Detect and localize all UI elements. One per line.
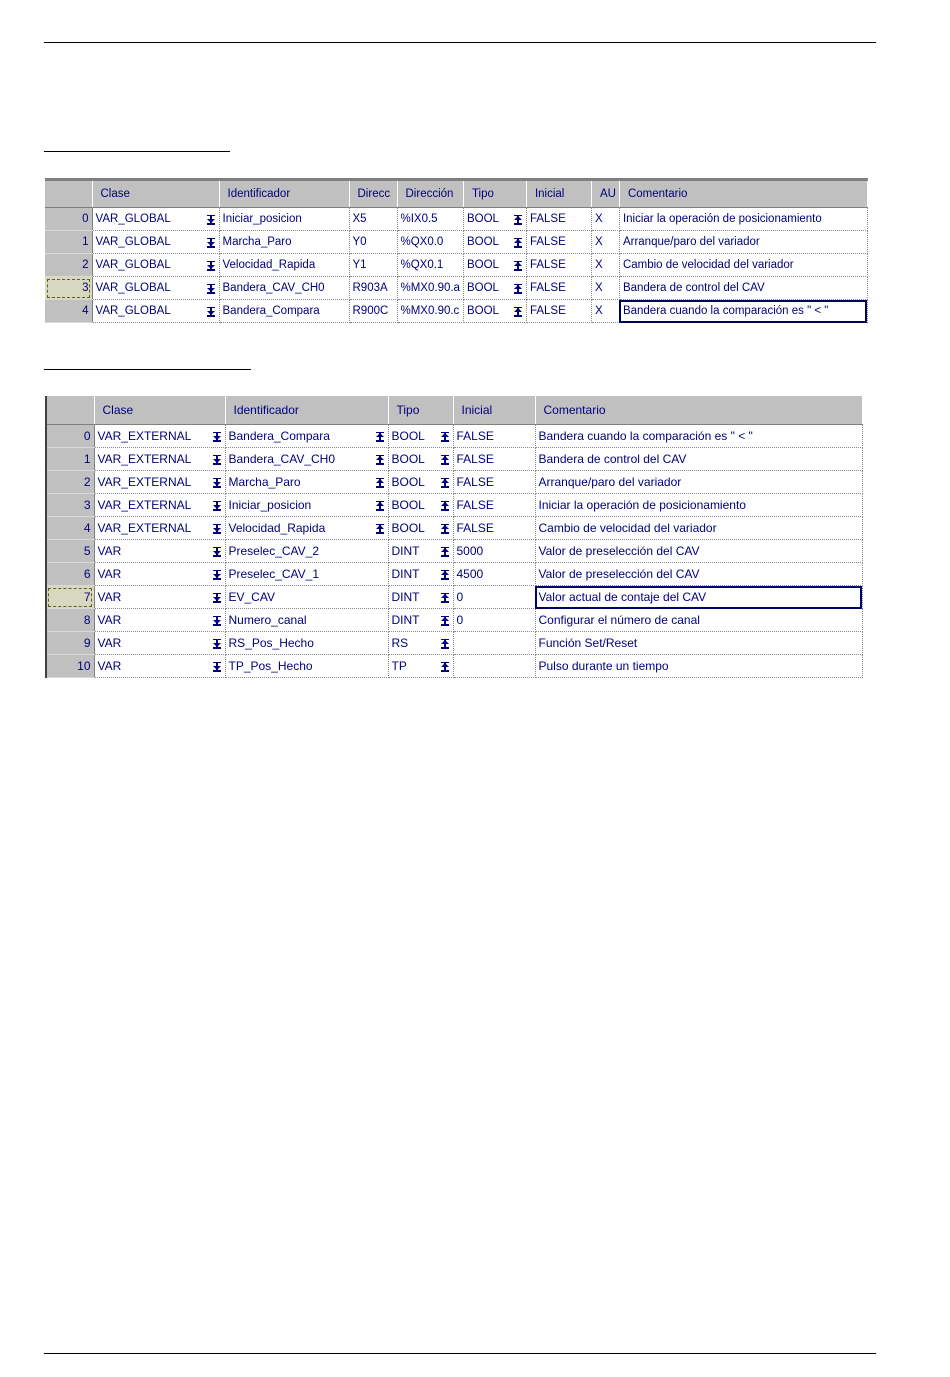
- inicial-cell[interactable]: FALSE: [453, 517, 535, 540]
- local-table-header-row: [46, 396, 862, 425]
- class-dropdown-icon[interactable]: [212, 477, 222, 488]
- au-cell[interactable]: X: [591, 208, 619, 231]
- direcc-cell[interactable]: Y0: [349, 231, 397, 254]
- type-dropdown-icon[interactable]: [513, 260, 523, 271]
- identificador-cell-value: Velocidad_Rapida: [228, 521, 326, 535]
- clase-cell-value: VAR_EXTERNAL: [97, 498, 192, 512]
- type-dropdown-icon[interactable]: [440, 615, 450, 626]
- clase-cell[interactable]: [94, 494, 225, 517]
- inicial-cell[interactable]: 4500: [453, 563, 535, 586]
- table-row[interactable]: [46, 563, 862, 586]
- tipo-cell-value: BOOL: [391, 498, 425, 512]
- identifier-dropdown-icon[interactable]: [375, 500, 385, 511]
- identificador-cell[interactable]: [225, 655, 388, 678]
- tipo-cell[interactable]: [388, 540, 453, 563]
- header-tipo[interactable]: Tipo: [463, 180, 526, 208]
- inicial-cell[interactable]: FALSE: [526, 254, 591, 277]
- header-direcc[interactable]: Direcc: [349, 180, 397, 208]
- clase-cell-value: VAR: [97, 544, 122, 558]
- clase-cell-value: VAR_EXTERNAL: [97, 429, 192, 443]
- clase-cell-value: VAR_EXTERNAL: [97, 475, 192, 489]
- type-dropdown-icon[interactable]: [513, 237, 523, 248]
- class-dropdown-icon[interactable]: [212, 523, 222, 534]
- comentario-cell[interactable]: Cambio de velocidad del variador: [535, 517, 862, 540]
- tipo-cell-value: BOOL: [466, 282, 499, 294]
- au-cell[interactable]: X: [591, 277, 619, 300]
- tipo-cell[interactable]: [463, 231, 526, 254]
- type-dropdown-icon[interactable]: [440, 454, 450, 465]
- row-number[interactable]: 4: [46, 517, 94, 540]
- clase-cell-value: VAR_GLOBAL: [95, 236, 171, 248]
- clase-cell-value: VAR_GLOBAL: [95, 305, 171, 317]
- identificador-cell[interactable]: Iniciar_posicion: [219, 208, 349, 231]
- identificador-cell[interactable]: Bandera_CAV_CH0: [219, 277, 349, 300]
- comentario-cell[interactable]: Valor de preselección del CAV: [535, 563, 862, 586]
- inicial-cell[interactable]: FALSE: [526, 300, 591, 323]
- table-row[interactable]: [45, 231, 867, 254]
- table-row[interactable]: [46, 632, 862, 655]
- inicial-cell[interactable]: FALSE: [453, 494, 535, 517]
- clase-cell-value: VAR_GLOBAL: [95, 213, 171, 225]
- identificador-cell[interactable]: Marcha_Paro: [219, 231, 349, 254]
- local-variables-table: [45, 396, 863, 678]
- top-rule: [44, 42, 876, 43]
- identificador-cell-value: Bandera_CAV_CH0: [228, 452, 336, 466]
- header-row-number: [46, 396, 94, 425]
- table-row[interactable]: [46, 586, 862, 609]
- row-number[interactable]: 0: [46, 425, 94, 448]
- header-comentario[interactable]: Comentario: [619, 180, 867, 208]
- comentario-cell[interactable]: Cambio de velocidad del variador: [619, 254, 867, 277]
- au-cell[interactable]: X: [591, 300, 619, 323]
- identifier-dropdown-icon[interactable]: [375, 477, 385, 488]
- table-row[interactable]: [46, 494, 862, 517]
- class-dropdown-icon[interactable]: [212, 638, 222, 649]
- comentario-cell[interactable]: Bandera de control del CAV: [535, 448, 862, 471]
- table-row[interactable]: [46, 425, 862, 448]
- section-heading-underline-1: [44, 151, 230, 152]
- type-dropdown-icon[interactable]: [440, 546, 450, 557]
- header-tipo[interactable]: Tipo: [388, 396, 453, 425]
- clase-cell-value: VAR: [97, 590, 122, 604]
- clase-cell-value: VAR_EXTERNAL: [97, 521, 192, 535]
- clase-cell[interactable]: [92, 277, 219, 300]
- identifier-dropdown-icon[interactable]: [375, 454, 385, 465]
- identificador-cell[interactable]: [225, 425, 388, 448]
- class-dropdown-icon[interactable]: [206, 283, 216, 294]
- inicial-cell[interactable]: FALSE: [453, 471, 535, 494]
- direccion-cell[interactable]: %MX0.90.a: [397, 277, 463, 300]
- au-cell[interactable]: X: [591, 231, 619, 254]
- inicial-cell[interactable]: FALSE: [526, 277, 591, 300]
- comentario-cell[interactable]: Bandera de control del CAV: [619, 277, 867, 300]
- tipo-cell-value: DINT: [391, 613, 420, 627]
- row-number[interactable]: 10: [46, 655, 94, 678]
- direccion-cell[interactable]: %QX0.0: [397, 231, 463, 254]
- clase-cell-value: VAR: [97, 636, 122, 650]
- table-row[interactable]: [46, 448, 862, 471]
- clase-cell[interactable]: [94, 425, 225, 448]
- comentario-cell[interactable]: Bandera cuando la comparación es " < ": [619, 300, 867, 323]
- table-row[interactable]: [46, 540, 862, 563]
- class-dropdown-icon[interactable]: [212, 546, 222, 557]
- global-variables-table: [45, 178, 868, 323]
- comentario-cell[interactable]: Valor de preselección del CAV: [535, 540, 862, 563]
- bottom-rule: [44, 1353, 876, 1354]
- identificador-cell-value: Bandera_Compara: [228, 429, 330, 443]
- identificador-cell-value: Numero_canal: [228, 613, 307, 627]
- type-dropdown-icon[interactable]: [440, 500, 450, 511]
- header-clase[interactable]: Clase: [94, 396, 225, 425]
- type-dropdown-icon[interactable]: [513, 306, 523, 317]
- header-clase[interactable]: Clase: [92, 180, 219, 208]
- tipo-cell-value: BOOL: [466, 305, 499, 317]
- clase-cell[interactable]: [94, 517, 225, 540]
- direcc-cell[interactable]: R900C: [349, 300, 397, 323]
- clase-cell[interactable]: [94, 655, 225, 678]
- row-number[interactable]: 6: [46, 563, 94, 586]
- row-number[interactable]: 2: [46, 471, 94, 494]
- inicial-cell[interactable]: FALSE: [526, 208, 591, 231]
- comentario-cell[interactable]: Arranque/paro del variador: [619, 231, 867, 254]
- table-row[interactable]: [45, 277, 867, 300]
- tipo-cell-value: DINT: [391, 590, 420, 604]
- identifier-dropdown-icon[interactable]: [375, 431, 385, 442]
- inicial-cell[interactable]: FALSE: [453, 448, 535, 471]
- clase-cell[interactable]: [92, 208, 219, 231]
- clase-cell[interactable]: [94, 448, 225, 471]
- identificador-cell-value: Marcha_Paro: [228, 475, 301, 489]
- type-dropdown-icon[interactable]: [513, 214, 523, 225]
- type-dropdown-icon[interactable]: [440, 592, 450, 603]
- table-row[interactable]: [46, 655, 862, 678]
- class-dropdown-icon[interactable]: [206, 214, 216, 225]
- au-cell[interactable]: X: [591, 254, 619, 277]
- header-comentario[interactable]: Comentario: [535, 396, 862, 425]
- row-number[interactable]: 2: [45, 254, 92, 277]
- section-heading-underline-2: [44, 369, 251, 370]
- class-dropdown-icon[interactable]: [212, 500, 222, 511]
- row-number[interactable]: 5: [46, 540, 94, 563]
- tipo-cell[interactable]: [388, 632, 453, 655]
- type-dropdown-icon[interactable]: [440, 431, 450, 442]
- inicial-cell[interactable]: 0: [453, 609, 535, 632]
- table-row[interactable]: [45, 300, 867, 323]
- comentario-cell[interactable]: Función Set/Reset: [535, 632, 862, 655]
- tipo-cell[interactable]: [388, 563, 453, 586]
- tipo-cell[interactable]: [388, 517, 453, 540]
- table-row[interactable]: [46, 517, 862, 540]
- inicial-cell[interactable]: [453, 632, 535, 655]
- type-dropdown-icon[interactable]: [440, 569, 450, 580]
- identificador-cell[interactable]: Velocidad_Rapida: [219, 254, 349, 277]
- table-row[interactable]: [45, 208, 867, 231]
- inicial-cell[interactable]: 0: [453, 586, 535, 609]
- identificador-cell[interactable]: [225, 471, 388, 494]
- tipo-cell-value: TP: [391, 659, 407, 673]
- clase-cell[interactable]: [94, 632, 225, 655]
- tipo-cell-value: DINT: [391, 544, 420, 558]
- class-dropdown-icon[interactable]: [212, 592, 222, 603]
- identificador-cell[interactable]: Bandera_Compara: [219, 300, 349, 323]
- tipo-cell-value: BOOL: [466, 236, 499, 248]
- clase-cell[interactable]: [94, 609, 225, 632]
- row-number[interactable]: 4: [45, 300, 92, 323]
- header-au[interactable]: AU: [591, 180, 619, 208]
- tipo-cell-value: BOOL: [466, 259, 499, 271]
- tipo-cell[interactable]: [388, 609, 453, 632]
- tipo-cell-value: BOOL: [391, 475, 425, 489]
- identificador-cell-value: EV_CAV: [228, 590, 275, 604]
- class-dropdown-icon[interactable]: [212, 661, 222, 672]
- table-row[interactable]: [46, 471, 862, 494]
- row-number[interactable]: 9: [46, 632, 94, 655]
- comentario-cell[interactable]: Arranque/paro del variador: [535, 471, 862, 494]
- tipo-cell[interactable]: [388, 586, 453, 609]
- class-dropdown-icon[interactable]: [212, 454, 222, 465]
- header-row-number: [45, 180, 92, 208]
- clase-cell[interactable]: [94, 540, 225, 563]
- identificador-cell[interactable]: [225, 632, 388, 655]
- type-dropdown-icon[interactable]: [440, 523, 450, 534]
- direcc-cell[interactable]: Y1: [349, 254, 397, 277]
- comentario-cell[interactable]: Configurar el número de canal: [535, 609, 862, 632]
- identificador-cell[interactable]: [225, 517, 388, 540]
- header-inicial[interactable]: Inicial: [453, 396, 535, 425]
- tipo-cell-value: DINT: [391, 567, 420, 581]
- identificador-cell-value: RS_Pos_Hecho: [228, 636, 314, 650]
- clase-cell[interactable]: [92, 231, 219, 254]
- tipo-cell[interactable]: [388, 425, 453, 448]
- clase-cell-value: VAR: [97, 567, 122, 581]
- type-dropdown-icon[interactable]: [440, 638, 450, 649]
- row-number[interactable]: 0: [45, 208, 92, 231]
- identificador-cell-value: TP_Pos_Hecho: [228, 659, 313, 673]
- comentario-cell[interactable]: Pulso durante un tiempo: [535, 655, 862, 678]
- identificador-cell[interactable]: [225, 494, 388, 517]
- tipo-cell[interactable]: [463, 300, 526, 323]
- row-number[interactable]: 3: [45, 277, 92, 300]
- inicial-cell[interactable]: FALSE: [526, 231, 591, 254]
- identifier-dropdown-icon[interactable]: [375, 523, 385, 534]
- identificador-cell-value: Preselec_CAV_1: [228, 567, 319, 581]
- global-table-header-row: [45, 180, 867, 208]
- clase-cell[interactable]: [94, 563, 225, 586]
- identificador-cell[interactable]: [225, 563, 388, 586]
- type-dropdown-icon[interactable]: [440, 477, 450, 488]
- header-direccion[interactable]: Dirección: [397, 180, 463, 208]
- identificador-cell[interactable]: [225, 540, 388, 563]
- clase-cell-value: VAR: [97, 613, 122, 627]
- row-number[interactable]: 8: [46, 609, 94, 632]
- comentario-cell[interactable]: Valor actual de contaje del CAV: [535, 586, 862, 609]
- row-number[interactable]: 1: [46, 448, 94, 471]
- clase-cell-value: VAR_GLOBAL: [95, 259, 171, 271]
- direcc-cell[interactable]: X5: [349, 208, 397, 231]
- clase-cell[interactable]: [94, 586, 225, 609]
- identificador-cell-value: Preselec_CAV_2: [228, 544, 319, 558]
- direccion-cell[interactable]: %IX0.5: [397, 208, 463, 231]
- comentario-cell[interactable]: Iniciar la operación de posicionamiento: [619, 208, 867, 231]
- identificador-cell[interactable]: [225, 609, 388, 632]
- class-dropdown-icon[interactable]: [212, 615, 222, 626]
- header-identificador[interactable]: Identificador: [219, 180, 349, 208]
- clase-cell-value: VAR_GLOBAL: [95, 282, 171, 294]
- tipo-cell[interactable]: [463, 208, 526, 231]
- clase-cell-value: VAR_EXTERNAL: [97, 452, 192, 466]
- tipo-cell[interactable]: [388, 655, 453, 678]
- identificador-cell[interactable]: [225, 448, 388, 471]
- tipo-cell[interactable]: [463, 277, 526, 300]
- type-dropdown-icon[interactable]: [513, 283, 523, 294]
- comentario-cell[interactable]: Bandera cuando la comparación es " < ": [535, 425, 862, 448]
- inicial-cell[interactable]: [453, 655, 535, 678]
- tipo-cell-value: BOOL: [391, 452, 425, 466]
- tipo-cell[interactable]: [388, 471, 453, 494]
- header-inicial[interactable]: Inicial: [526, 180, 591, 208]
- inicial-cell[interactable]: FALSE: [453, 425, 535, 448]
- class-dropdown-icon[interactable]: [206, 260, 216, 271]
- direccion-cell[interactable]: %MX0.90.c: [397, 300, 463, 323]
- tipo-cell[interactable]: [388, 448, 453, 471]
- type-dropdown-icon[interactable]: [440, 661, 450, 672]
- clase-cell-value: VAR: [97, 659, 122, 673]
- tipo-cell[interactable]: [388, 494, 453, 517]
- class-dropdown-icon[interactable]: [206, 237, 216, 248]
- row-number[interactable]: 3: [46, 494, 94, 517]
- header-identificador[interactable]: Identificador: [225, 396, 388, 425]
- row-number[interactable]: 1: [45, 231, 92, 254]
- clase-cell[interactable]: [94, 471, 225, 494]
- inicial-cell[interactable]: 5000: [453, 540, 535, 563]
- comentario-cell[interactable]: Iniciar la operación de posicionamiento: [535, 494, 862, 517]
- tipo-cell[interactable]: [463, 254, 526, 277]
- identificador-cell[interactable]: [225, 586, 388, 609]
- class-dropdown-icon[interactable]: [212, 569, 222, 580]
- clase-cell[interactable]: [92, 300, 219, 323]
- row-number[interactable]: 7: [46, 586, 94, 609]
- tipo-cell-value: BOOL: [391, 429, 425, 443]
- tipo-cell-value: BOOL: [391, 521, 425, 535]
- class-dropdown-icon[interactable]: [206, 306, 216, 317]
- table-row[interactable]: [45, 254, 867, 277]
- direccion-cell[interactable]: %QX0.1: [397, 254, 463, 277]
- direcc-cell[interactable]: R903A: [349, 277, 397, 300]
- clase-cell[interactable]: [92, 254, 219, 277]
- identificador-cell-value: Iniciar_posicion: [228, 498, 312, 512]
- tipo-cell-value: RS: [391, 636, 409, 650]
- table-row[interactable]: [46, 609, 862, 632]
- class-dropdown-icon[interactable]: [212, 431, 222, 442]
- tipo-cell-value: BOOL: [466, 213, 499, 225]
